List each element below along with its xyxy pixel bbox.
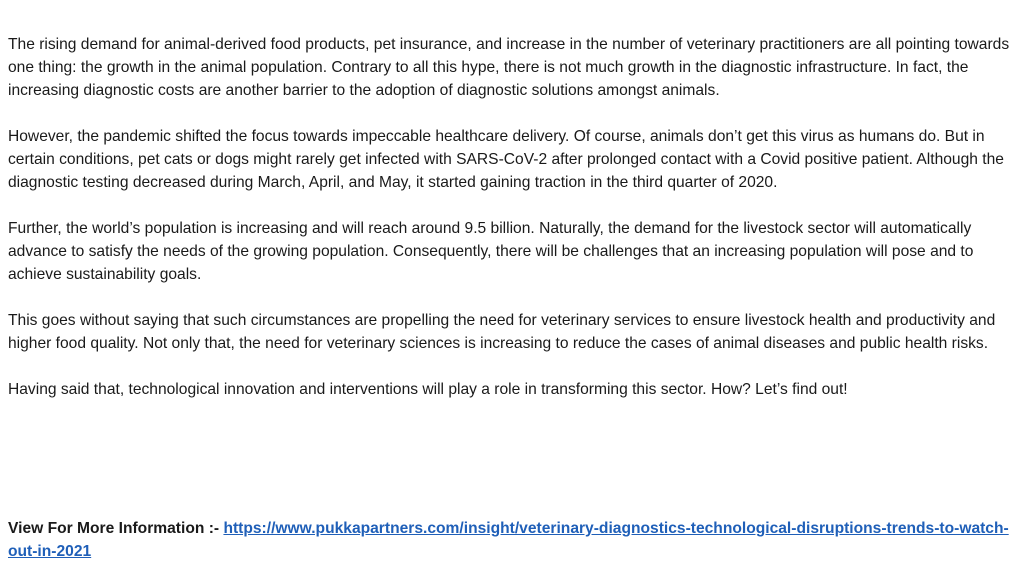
document-body bbox=[8, 33, 1018, 401]
paragraph-pandemic: However, the pandemic shifted the focus towards impeccable healthcare delivery. Of course, animals don’t get this virus as humans do. But in certain conditions, pet cats or dogs might rarely get infected with SARS-CoV-2 after prolonged contact with a Covid positive patient. Although the diagnostic testing decreased during March, April, and May, it started gaining traction in the third quarter of 2020. bbox=[8, 128, 1004, 191]
more-info-label: View For More Information :- bbox=[8, 520, 224, 537]
paragraph-innovation: Having said that, technological innovation and interventions will play a role in transforming this sector. How? Let’s find out! bbox=[8, 381, 848, 398]
more-info-link[interactable]: https://www.pukkapartners.com/insight/veterinary-diagnostics-technological-disruptions-trends-to-watch-out-in-2021 bbox=[8, 520, 1009, 560]
paragraph-population: Further, the world’s population is increasing and will reach around 9.5 billion. Naturally, the demand for the livestock sector will automatically advance to satisfy the needs of the growing population. Consequently, there will be challenges that an increasing population will pose and to achieve sustainability goals. bbox=[8, 220, 974, 283]
paragraph-veterinary-services: This goes without saying that such circumstances are propelling the need for veterinary services to ensure livestock health and productivity and higher food quality. Not only that, the need for veterinary sciences is increasing to reduce the cases of animal diseases and public health risks. bbox=[8, 312, 996, 352]
more-info-line bbox=[8, 517, 1018, 563]
paragraph-growth-demand: The rising demand for animal-derived food products, pet insurance, and increase in the number of veterinary practitioners are all pointing towards one thing: the growth in the animal population. Contrary to all this hype, there is not much growth in the diagnostic infrastructure. In fact, the increasing diagnostic costs are another barrier to the adoption of diagnostic solutions amongst animals. bbox=[8, 36, 1010, 99]
